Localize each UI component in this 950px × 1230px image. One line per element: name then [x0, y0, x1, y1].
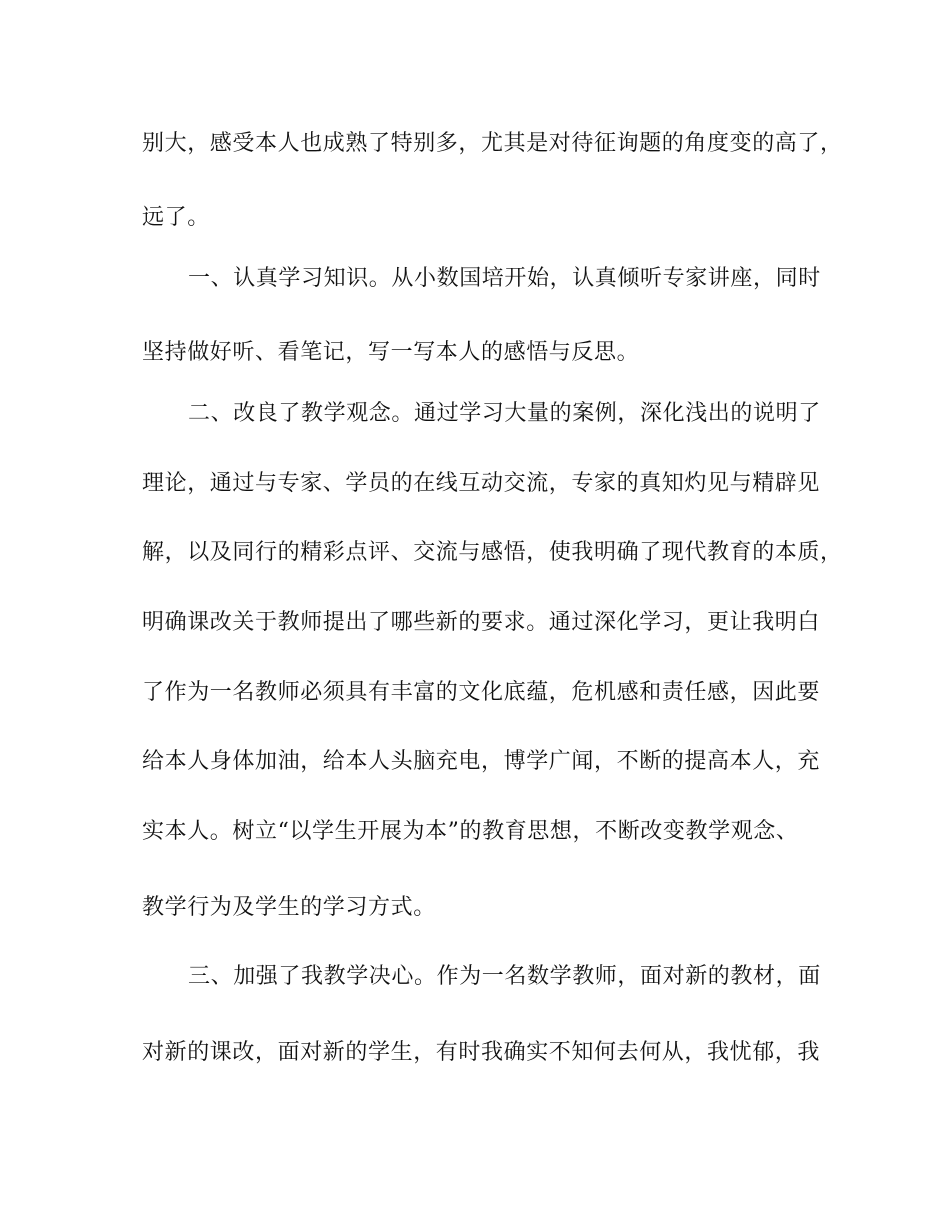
text-line: 对新的课改，面对新的学生，有时我确实不知何去何从，我忧郁，我: [142, 1040, 821, 1065]
text-line: 坚持做好听、看笔记，写一写本人的感悟与反思。: [142, 340, 640, 365]
text-line: 解，以及同行的精彩点评、交流与感悟，使我明确了现代教育的本质，: [142, 540, 843, 565]
text-line: 别大，感受本人也成熟了特别多，尤其是对待征询题的角度变的高了，: [142, 131, 843, 156]
text-line: 远了。: [142, 205, 210, 230]
paragraph-start-line: 一、认真学习知识。从小数国培开始，认真倾听专家讲座，同时: [188, 266, 821, 291]
text-line: 教学行为及学生的学习方式。: [142, 895, 436, 920]
text-line: 明确课改关于教师提出了哪些新的要求。通过深化学习，更让我明白: [142, 610, 821, 635]
paragraph-start-line: 三、加强了我教学决心。作为一名数学教师，面对新的教材，面: [188, 964, 821, 989]
text-line: 理论，通过与专家、学员的在线互动交流，专家的真知灼见与精辟见: [142, 471, 821, 496]
text-line: 实本人。树立“以学生开展为本”的教育思想，不断改变教学观念、: [142, 819, 799, 844]
text-line: 给本人身体加油，给本人头脑充电，博学广闻，不断的提高本人，充: [142, 749, 821, 774]
text-line: 了作为一名教师必须具有丰富的文化底蕴，危机感和责任感，因此要: [142, 680, 821, 705]
paragraph-start-line: 二、改良了教学观念。通过学习大量的案例，深化浅出的说明了: [188, 401, 821, 426]
